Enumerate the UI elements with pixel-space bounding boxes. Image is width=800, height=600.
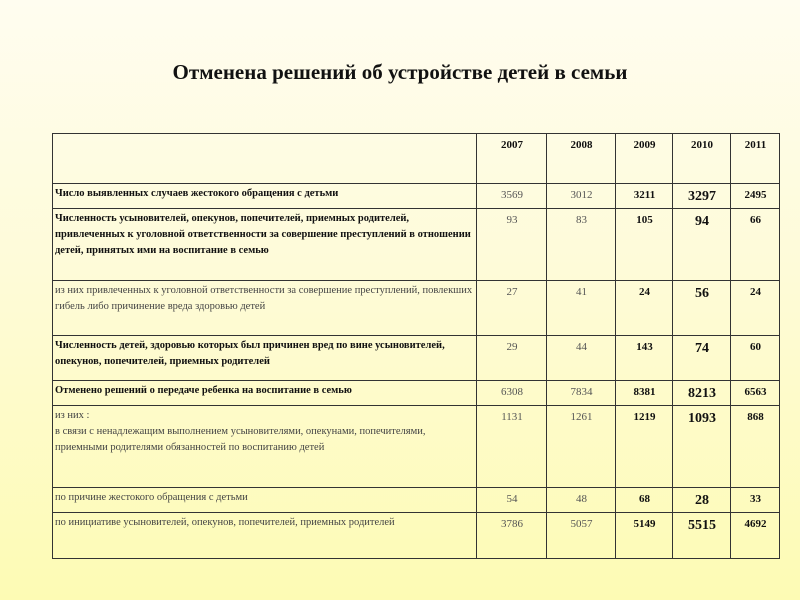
value-cell: 27	[477, 281, 547, 336]
value-cell: 3012	[547, 184, 616, 209]
value-cell: 8213	[673, 381, 731, 406]
value-cell: 48	[547, 488, 616, 513]
value-cell: 3211	[616, 184, 673, 209]
value-cell: 7834	[547, 381, 616, 406]
value-cell: 41	[547, 281, 616, 336]
value-cell: 1093	[673, 406, 731, 488]
value-cell: 44	[547, 336, 616, 381]
value-cell: 868	[731, 406, 780, 488]
row-label: Отменено решений о передаче ребенка на воспитание в семью	[53, 381, 477, 406]
year-header: 2007	[477, 134, 547, 184]
value-cell: 5149	[616, 513, 673, 559]
value-cell: 3569	[477, 184, 547, 209]
value-cell: 8381	[616, 381, 673, 406]
table-row	[53, 281, 780, 336]
value-cell: 60	[731, 336, 780, 381]
row-label: Число выявленных случаев жестокого обращения с детьми	[53, 184, 477, 209]
value-cell: 5515	[673, 513, 731, 559]
row-label: по причине жестокого обращения с детьми	[53, 488, 477, 513]
page-title: Отменена решений об устройстве детей в семьи	[172, 60, 628, 84]
value-cell: 5057	[547, 513, 616, 559]
table-row	[53, 209, 780, 281]
header-row	[53, 134, 780, 184]
value-cell: 93	[477, 209, 547, 281]
year-header: 2011	[731, 134, 780, 184]
value-cell: 3786	[477, 513, 547, 559]
row-label: из них : в связи с ненадлежащим выполнением усыновителями, опекунами, попечителями, приемными родителями обязанностей по воспитанию детей	[53, 406, 477, 488]
value-cell: 6308	[477, 381, 547, 406]
row-label: Численность детей, здоровью которых был причинен вред по вине усыновителей, опекунов, попечителей, приемных родителей	[53, 336, 477, 381]
value-cell: 24	[731, 281, 780, 336]
value-cell: 24	[616, 281, 673, 336]
value-cell: 1131	[477, 406, 547, 488]
value-cell: 105	[616, 209, 673, 281]
year-header: 2010	[673, 134, 731, 184]
table-row	[53, 336, 780, 381]
value-cell: 1219	[616, 406, 673, 488]
year-header: 2009	[616, 134, 673, 184]
value-cell: 1261	[547, 406, 616, 488]
value-cell: 56	[673, 281, 731, 336]
table-row	[53, 381, 780, 406]
value-cell: 2495	[731, 184, 780, 209]
table-row	[53, 184, 780, 209]
value-cell: 3297	[673, 184, 731, 209]
table-row	[53, 513, 780, 559]
value-cell: 54	[477, 488, 547, 513]
row-label: по инициативе усыновителей, опекунов, попечителей, приемных родителей	[53, 513, 477, 559]
table-row	[53, 488, 780, 513]
value-cell: 143	[616, 336, 673, 381]
value-cell: 68	[616, 488, 673, 513]
table-row	[53, 406, 780, 488]
value-cell: 94	[673, 209, 731, 281]
value-cell: 74	[673, 336, 731, 381]
value-cell: 29	[477, 336, 547, 381]
year-header: 2008	[547, 134, 616, 184]
row-label: Численность усыновителей, опекунов, попечителей, приемных родителей, привлеченных к уголовной ответственности за совершение преступлений в отношении детей, принятых ими на воспитание в семью	[53, 209, 477, 281]
header-empty-cell	[53, 134, 477, 184]
value-cell: 6563	[731, 381, 780, 406]
value-cell: 33	[731, 488, 780, 513]
data-table	[52, 133, 780, 559]
value-cell: 4692	[731, 513, 780, 559]
row-label: из них привлеченных к уголовной ответственности за совершение преступлений, повлекших гибель либо причинение вреда здоровью детей	[53, 281, 477, 336]
value-cell: 66	[731, 209, 780, 281]
value-cell: 83	[547, 209, 616, 281]
value-cell: 28	[673, 488, 731, 513]
